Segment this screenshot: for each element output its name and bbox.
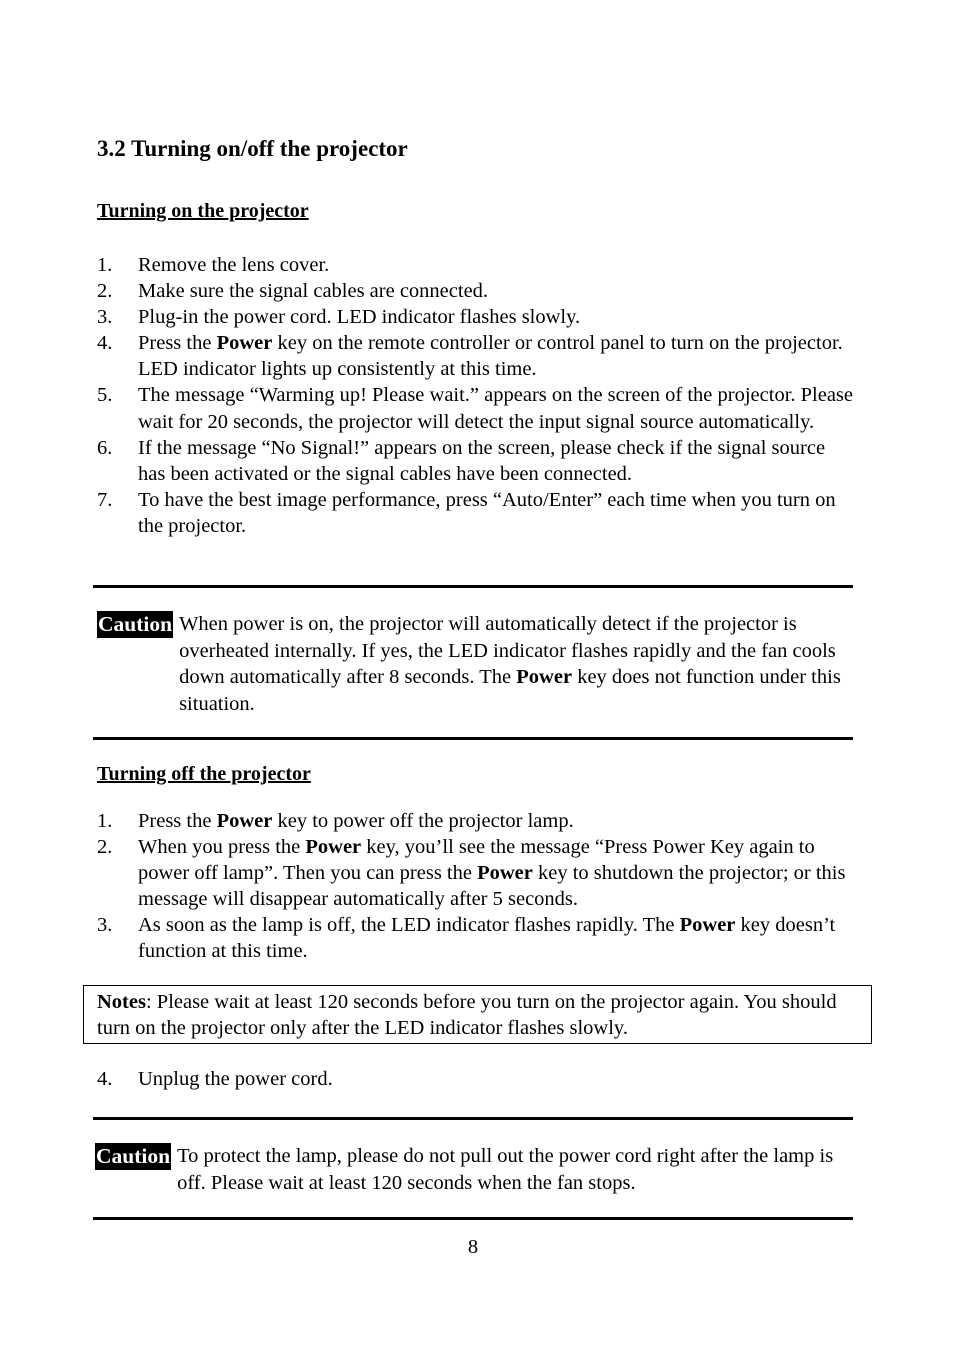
step-number: 1. <box>97 810 113 832</box>
step-text <box>138 487 857 539</box>
step-number: 4. <box>97 332 113 355</box>
text-run: If the message “No Signal!” appears on the screen, please check if the signal source has been activated or the signal cables have been connected. <box>138 436 826 485</box>
turn-on-steps <box>97 252 857 539</box>
step-text <box>138 278 857 304</box>
list-item <box>97 304 857 330</box>
notes-text: : Please wait at least 120 seconds before you turn on the projector again. You should turn on the projector only after the LED indicator flashes slowly. <box>97 991 837 1039</box>
key-name: Power <box>516 666 573 688</box>
caution-top-rule <box>93 585 853 588</box>
list-item <box>97 808 857 834</box>
text-run: key on the remote controller or control panel to turn on the projector. LED indicator lights up consistently at this time. <box>138 332 843 381</box>
text-run: When you press the <box>138 836 306 859</box>
text-run: key does not function under this situation. <box>179 666 841 715</box>
step-text <box>138 808 857 834</box>
caution-block-power-on <box>97 611 857 717</box>
caution-text <box>177 1143 855 1196</box>
step-text <box>138 382 857 434</box>
turn-off-step-4 <box>97 1066 857 1092</box>
step-number: 3. <box>97 306 113 329</box>
list-item <box>97 252 857 278</box>
text-run: The message “Warming up! Please wait.” appears on the screen of the projector. Please wait for 20 seconds, the projector will detect the input signal source automatically. <box>138 384 854 433</box>
notes-label: Notes <box>97 991 146 1013</box>
key-name: Power <box>305 836 362 859</box>
key-name: Power <box>679 914 736 937</box>
step-number: 2. <box>97 280 113 303</box>
text-run: Plug-in the power cord. LED indicator flashes slowly. <box>138 306 581 329</box>
step-text <box>138 252 857 278</box>
text-run: key to power off the projector lamp. <box>272 810 574 832</box>
step-text <box>138 1066 857 1092</box>
text-run: key to shutdown the projector; or this message will disappear automatically after 5 seconds. <box>138 862 846 911</box>
list-item <box>97 912 857 964</box>
list-item <box>97 435 857 487</box>
caution-label: Caution <box>98 612 173 636</box>
caution2-top-rule <box>93 1117 853 1120</box>
text-run: Make sure the signal cables are connected. <box>138 280 489 303</box>
step-text <box>138 435 857 487</box>
text-run: Press the <box>138 332 217 355</box>
step-number: 3. <box>97 914 113 937</box>
list-item <box>97 330 857 382</box>
step-text <box>138 912 857 964</box>
text-run: To have the best image performance, press “Auto/Enter” each time when you turn on the projector. <box>138 488 836 537</box>
text-run: To protect the lamp, please do not pull out the power cord right after the lamp is off. Please wait at least 120 seconds when the fan stops. <box>177 1145 834 1194</box>
list-item <box>97 382 857 434</box>
key-name: Power <box>216 810 273 832</box>
text-run: key, you’ll see the message “Press Power Key again to power off lamp”. Then you can press the <box>138 836 815 885</box>
list-item <box>97 487 857 539</box>
caution-label: Caution <box>96 1144 171 1168</box>
turn-off-heading: Turning off the projector <box>97 763 311 785</box>
step-number: 1. <box>97 254 113 276</box>
step-number: 2. <box>97 836 113 859</box>
text-run: Unplug the power cord. <box>138 1068 333 1090</box>
step-text <box>138 834 857 912</box>
list-item <box>97 278 857 304</box>
page-number: 8 <box>467 1236 479 1258</box>
text-run: key doesn’t function at this time. <box>138 914 836 963</box>
step-text <box>138 304 857 330</box>
caution2-bottom-rule <box>93 1217 853 1220</box>
turn-on-heading: Turning on the projector <box>97 200 309 222</box>
key-name: Power <box>216 332 273 355</box>
turn-off-steps <box>97 808 857 965</box>
caution-block-lamp <box>95 1143 855 1196</box>
section-title: 3.2 Turning on/off the projector <box>97 136 408 161</box>
caution-text <box>179 611 857 717</box>
notes-box <box>83 985 872 1044</box>
step-number: 4. <box>97 1068 113 1090</box>
text-run: When power is on, the projector will automatically detect if the projector is overheated internally. If yes, the LED indicator flashes rapidly and the fan cools down automatically after 8 seconds. The <box>179 613 836 688</box>
step-number: 7. <box>97 488 113 511</box>
list-item <box>97 834 857 912</box>
text-run: As soon as the lamp is off, the LED indicator flashes rapidly. The <box>138 914 680 937</box>
list-item <box>97 1066 857 1092</box>
key-name: Power <box>477 862 533 885</box>
caution-bottom-rule <box>93 737 853 740</box>
step-text <box>138 330 857 382</box>
text-run: Press the <box>138 810 217 832</box>
step-number: 5. <box>97 384 113 407</box>
step-number: 6. <box>97 436 113 459</box>
text-run: Remove the lens cover. <box>138 254 330 276</box>
